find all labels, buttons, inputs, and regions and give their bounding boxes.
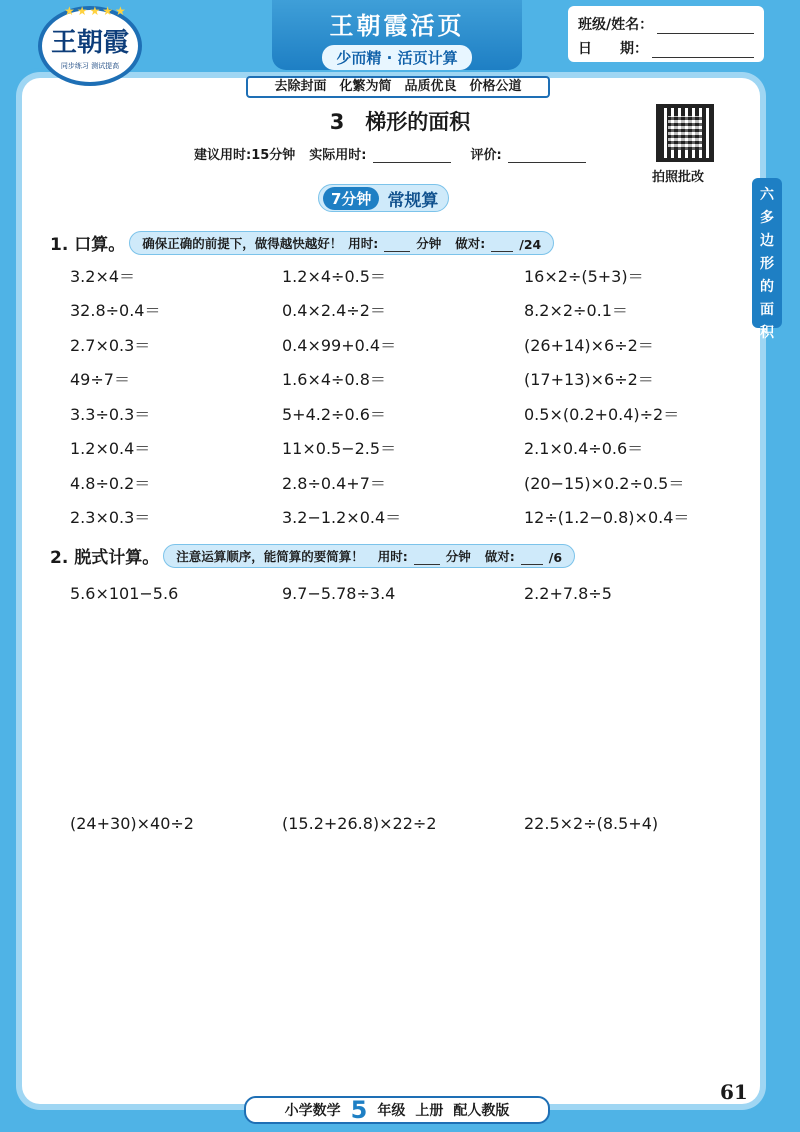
side-tab-char: 六: [760, 187, 774, 203]
actual-time-field[interactable]: [373, 149, 451, 163]
problem-item[interactable]: 2.2+7.8÷5: [524, 583, 612, 603]
problem-item[interactable]: (17+13)×6÷2＝: [524, 370, 654, 390]
page-number: 61: [720, 1080, 748, 1104]
problem-item[interactable]: 22.5×2÷(8.5+4): [524, 813, 659, 833]
problem-item[interactable]: (26+14)×6÷2＝: [524, 335, 654, 355]
problem-item[interactable]: 2.3×0.3＝: [70, 508, 151, 528]
section2-hint: [163, 544, 575, 568]
class-name-label: 班级/姓名：: [578, 17, 654, 33]
problem-item[interactable]: 0.4×2.4÷2＝: [282, 301, 386, 321]
section2-title: 2. 脱式计算。: [50, 548, 160, 568]
problem-item[interactable]: 3.3÷0.3＝: [70, 404, 151, 424]
footer-volume: 上册: [415, 1103, 444, 1119]
problem-row: [70, 293, 724, 328]
brand-logo: [38, 6, 142, 86]
section2-header: [50, 543, 575, 568]
student-info-box: [568, 6, 764, 62]
problem-item[interactable]: 1.6×4÷0.8＝: [282, 370, 386, 390]
footer-subject: 小学数学: [284, 1103, 341, 1119]
lesson-title: 3 梯形的面积: [329, 110, 471, 134]
section1-header: [50, 230, 554, 255]
time-row: [194, 144, 586, 163]
problem-row: [70, 396, 724, 431]
suggested-time: 建议用时:15分钟: [194, 148, 296, 163]
problem-row: [70, 362, 724, 397]
time-field[interactable]: [414, 551, 440, 565]
problem-item[interactable]: 3.2−1.2×0.4＝: [282, 508, 402, 528]
problem-item[interactable]: 5+4.2÷0.6＝: [282, 404, 386, 424]
pill-minutes: 7分钟: [323, 187, 379, 210]
side-tab-char: 多: [760, 210, 774, 226]
problem-item[interactable]: 0.4×99+0.4＝: [282, 335, 397, 355]
side-tab-char: 积: [760, 325, 774, 341]
problem-row: [70, 327, 724, 362]
brand-subtitle: 少而精 · 活页计算: [322, 45, 471, 70]
class-name-field[interactable]: [657, 18, 754, 34]
hint-text: 确保正确的前提下，做得越快越好！: [142, 235, 343, 251]
pill-text: 常规算: [387, 190, 439, 211]
correct-field[interactable]: [491, 238, 513, 252]
problem-item[interactable]: 9.7−5.78÷3.4: [282, 583, 396, 603]
evaluation-field[interactable]: [508, 149, 586, 163]
problem-item[interactable]: 8.2×2÷0.1＝: [524, 301, 628, 321]
oral-calc-grid: [70, 258, 724, 534]
problem-item[interactable]: 2.1×0.4÷0.6＝: [524, 439, 644, 459]
chapter-side-tab: [752, 178, 782, 341]
problem-item[interactable]: 49÷7＝: [70, 370, 130, 390]
footer-grade-label: 年级: [377, 1103, 406, 1119]
side-tab-char: 面: [760, 302, 774, 318]
problem-item[interactable]: 0.5×(0.2+0.4)÷2＝: [524, 404, 680, 424]
stepwise-calc-row-1: [70, 576, 724, 611]
footer-edition: 配人教版: [453, 1103, 510, 1119]
problem-item[interactable]: 1.2×4÷0.5＝: [282, 266, 386, 286]
logo-subtext: 同步练习 测试提高: [60, 61, 120, 70]
problem-item[interactable]: 3.2×4＝: [70, 266, 136, 286]
problem-item[interactable]: 12÷(1.2−0.8)×0.4＝: [524, 508, 690, 528]
actual-time-label: 实际用时:: [309, 148, 367, 163]
time-unit: 分钟: [445, 548, 471, 564]
class-name-row: [578, 10, 754, 34]
problem-row: [70, 258, 724, 293]
time-field[interactable]: [384, 238, 410, 252]
date-row: [578, 34, 754, 58]
problem-item[interactable]: 2.8÷0.4+7＝: [282, 473, 386, 493]
section1-hint: [129, 231, 554, 255]
brand-title: 王朝霞活页: [329, 11, 465, 40]
footer-bar: [244, 1096, 550, 1124]
problem-item[interactable]: 11×0.5−2.5＝: [282, 439, 397, 459]
problem-row: [70, 576, 724, 611]
problem-item[interactable]: 4.8÷0.2＝: [70, 473, 151, 493]
evaluation-label: 评价:: [470, 148, 502, 163]
problem-item[interactable]: 1.2×0.4＝: [70, 439, 151, 459]
side-tab-char: 形: [760, 256, 774, 272]
problem-item[interactable]: 2.7×0.3＝: [70, 335, 151, 355]
time-label: 用时:: [348, 235, 379, 251]
problem-row: [70, 465, 724, 500]
footer-grade-number: 5: [350, 1096, 368, 1124]
side-tab-char: 的: [760, 279, 774, 295]
section1-title: 1. 口算。: [50, 235, 126, 255]
time-label: 用时:: [377, 548, 408, 564]
side-tab-char: 边: [760, 233, 774, 249]
correct-field[interactable]: [521, 551, 543, 565]
brand-banner: [272, 0, 522, 70]
problem-row: [70, 431, 724, 466]
hint-text: 注意运算顺序，能简算的要简算！: [176, 548, 364, 564]
problem-row: [70, 806, 724, 841]
logo-text: 王朝霞: [50, 27, 129, 58]
correct-label: 做对:: [455, 235, 486, 251]
correct-label: 做对:: [484, 548, 515, 564]
qr-code[interactable]: [656, 104, 714, 162]
stepwise-calc-row-2: [70, 806, 724, 841]
problem-item[interactable]: 16×2÷(5+3)＝: [524, 266, 644, 286]
problem-item[interactable]: 5.6×101−5.6: [70, 583, 179, 603]
time-unit: 分钟: [416, 235, 442, 251]
problem-item[interactable]: 32.8÷0.4＝: [70, 301, 161, 321]
correct-total: /24: [519, 236, 542, 252]
date-label: 日 期：: [578, 41, 648, 57]
problem-item[interactable]: (15.2+26.8)×22÷2: [282, 813, 437, 833]
problem-row: [70, 500, 724, 535]
stars-icon: ★★★★★: [64, 4, 128, 18]
slogan-bar: 去除封面 化繁为简 品质优良 价格公道: [246, 76, 550, 98]
problem-item[interactable]: (20−15)×0.2÷0.5＝: [524, 473, 685, 493]
date-field[interactable]: [652, 42, 754, 58]
qr-label: 拍照批改: [652, 170, 705, 185]
correct-total: /6: [548, 549, 563, 565]
timed-section-pill: [318, 184, 449, 212]
problem-item[interactable]: (24+30)×40÷2: [70, 813, 194, 833]
